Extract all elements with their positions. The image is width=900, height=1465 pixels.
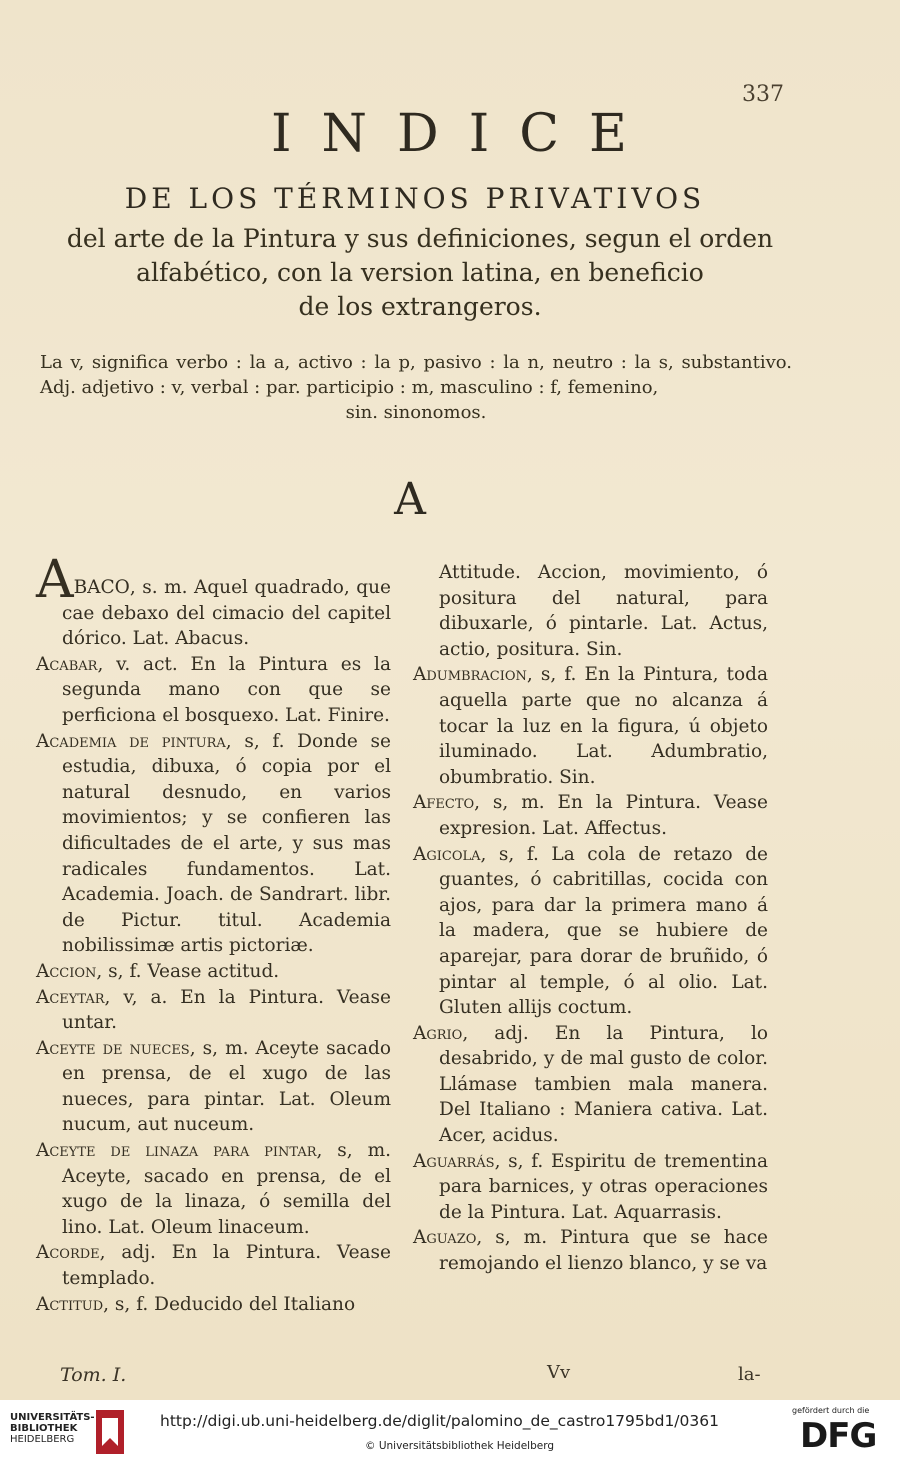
- page-title: INDICE: [270, 104, 658, 164]
- library-name: [10, 1412, 95, 1445]
- entry-headword: Aguarrás: [413, 1150, 495, 1172]
- entry-headword: Aceytar: [36, 986, 105, 1008]
- entry-headword: Actitud: [36, 1293, 104, 1315]
- dfg-logo[interactable]: DFG: [800, 1416, 877, 1456]
- catchword: la-: [738, 1364, 761, 1385]
- dictionary-entry: [36, 1240, 391, 1291]
- dictionary-entry-continued: [413, 560, 768, 662]
- signature-mark: Vv: [547, 1362, 571, 1383]
- right-column: [413, 560, 768, 1277]
- entry-headword: Acorde: [36, 1242, 100, 1264]
- page-number: 337: [742, 82, 784, 107]
- entry-text: , s. m. Aquel quadrado, que cae debaxo del cimacio del capitel dórico. Lat. Abacus.: [62, 577, 391, 650]
- entry-text: , s, f. La cola de retazo de guantes, ó cabritillas, cocida con ajos, para dar la primera mano á la madera, que se hubiere de aparejar, para dorar de bruñido, ó pintar al temple, ó al olio. Lat. Gluten allijs coctum.: [439, 843, 768, 1019]
- entry-text: , s, m. En la Pintura. Vease expresion. Lat. Affectus.: [439, 792, 768, 839]
- volume-label: Tom. I.: [60, 1364, 127, 1386]
- dictionary-entry: [36, 1138, 391, 1240]
- dictionary-entry: [413, 1021, 768, 1149]
- entry-text: , s, f. Espiritu de trementina para barnices, y otras operaciones de la Pintura. Lat. Aquarrasis.: [439, 1150, 768, 1223]
- entry-headword: Aguazo: [413, 1227, 477, 1249]
- page-subtitle: DE LOS TÉRMINOS PRIVATIVOS: [124, 182, 706, 215]
- dictionary-entry: [413, 1225, 768, 1276]
- library-name-line: BIBLIOTHEK: [10, 1423, 78, 1434]
- entry-text: , v. act. En la Pintura es la segunda mano con que se perficiona el bosquexo. Lat. Finire.: [62, 653, 391, 726]
- left-column: [36, 550, 391, 1317]
- entry-headword: [36, 550, 130, 610]
- entry-text: Attitude. Accion, movimiento, ó positura del natural, para dibuxarle, ó pintarle. Lat. Actus, actio, positura. Sin.: [439, 562, 768, 660]
- library-name-line: UNIVERSITÄTS-: [10, 1412, 95, 1423]
- dictionary-entry: [413, 662, 768, 790]
- entry-text: , s, f. En la Pintura, toda aquella parte que no alcanza á tocar la luz en la figura, ú objeto iluminado. Lat. Adumbratio, obumbratio. Sin.: [439, 664, 768, 788]
- entry-text: , v, a. En la Pintura. Vease untar.: [62, 986, 391, 1034]
- abbreviations-end: sin. sinonomos.: [345, 402, 487, 423]
- dictionary-entry: [36, 959, 391, 985]
- description-line: alfabético, con la version latina, en beneficio: [136, 258, 704, 287]
- dictionary-entry: [36, 550, 391, 652]
- description-line: de los extrangeros.: [298, 292, 542, 321]
- title-description: [40, 222, 800, 324]
- entry-headword: Accion: [36, 960, 97, 982]
- entry-text: , s, m. Aceyte sacado en prensa, de el xugo de las nueces, para pintar. Lat. Oleum nucum, aut nuceum.: [62, 1037, 391, 1136]
- dictionary-entry: [36, 985, 391, 1036]
- dictionary-entry: [413, 790, 768, 841]
- entry-text: , s, m. Pintura que se hace remojando el lienzo blanco, y se va: [439, 1227, 768, 1275]
- entry-headword: Aceyte de nueces: [36, 1037, 190, 1059]
- section-letter: A: [394, 474, 426, 525]
- dictionary-entry: [413, 1149, 768, 1226]
- viewer-footer-bar: [0, 1400, 900, 1465]
- entry-headword: Agrio: [413, 1022, 463, 1044]
- description-line: del arte de la Pintura y sus definiciones, segun el orden: [66, 224, 774, 253]
- entry-headword: Afecto: [413, 792, 475, 814]
- abbreviations-text: La v, significa verbo : la a, activo : la p, pasivo : la n, neutro : la s, substantivo. Adj. adjetivo : v, verbal : par. participio : m, masculino : f, femenino,: [40, 352, 792, 398]
- entry-text: , s, m. Aceyte, sacado en prensa, de el xugo de la linaza, ó semilla del lino. Lat. Oleum linaceum.: [62, 1140, 391, 1238]
- funding-label: gefördert durch die: [792, 1406, 870, 1415]
- dictionary-entry: [36, 1036, 391, 1138]
- entry-headword: Aceyte de linaza para pintar: [36, 1140, 317, 1162]
- entry-headword: Acabar: [36, 653, 98, 675]
- abbreviations-note: [40, 350, 792, 425]
- dictionary-entry: [36, 729, 391, 959]
- copyright-text: © Universitätsbibliothek Heidelberg: [365, 1440, 555, 1452]
- drop-cap: A: [36, 550, 74, 610]
- entry-text: , s, f. Donde se estudia, dibuxa, ó copia por el natural desnudo, en varios movimientos; y se confieren las dificultades de el arte, y sus mas radicales fundamentos. Lat. Academia. Joach. de Sandrart. libr. de Pictur. titul. Academia nobilissimæ artis pictoriæ.: [62, 730, 391, 957]
- entry-headword: Adumbracion: [413, 664, 527, 686]
- entry-text: , adj. En la Pintura, lo desabrido, y de mal gusto de color. Llámase tambien mala manera. Del Italiano : Maniera cativa. Lat. Acer, acidus.: [439, 1022, 768, 1147]
- dictionary-entry: [36, 1292, 391, 1318]
- entry-headword: Academia de pintura: [36, 730, 226, 752]
- library-logo-icon[interactable]: [94, 1408, 126, 1456]
- dictionary-entry: [36, 652, 391, 729]
- library-name-line: HEIDELBERG: [10, 1434, 75, 1445]
- entry-headword: Agicola: [413, 843, 481, 865]
- entry-text: , s, f. Vease actitud.: [96, 960, 280, 982]
- entry-text: , adj. En la Pintura. Vease templado.: [62, 1242, 391, 1290]
- entry-headword-rest: BACO: [73, 577, 130, 598]
- permalink-url[interactable]: http://digi.ub.uni-heidelberg.de/diglit/palomino_de_castro1795bd1/0361: [160, 1412, 719, 1430]
- dictionary-entry: [413, 842, 768, 1021]
- entry-text: , s, f. Deducido del Italiano: [103, 1293, 356, 1315]
